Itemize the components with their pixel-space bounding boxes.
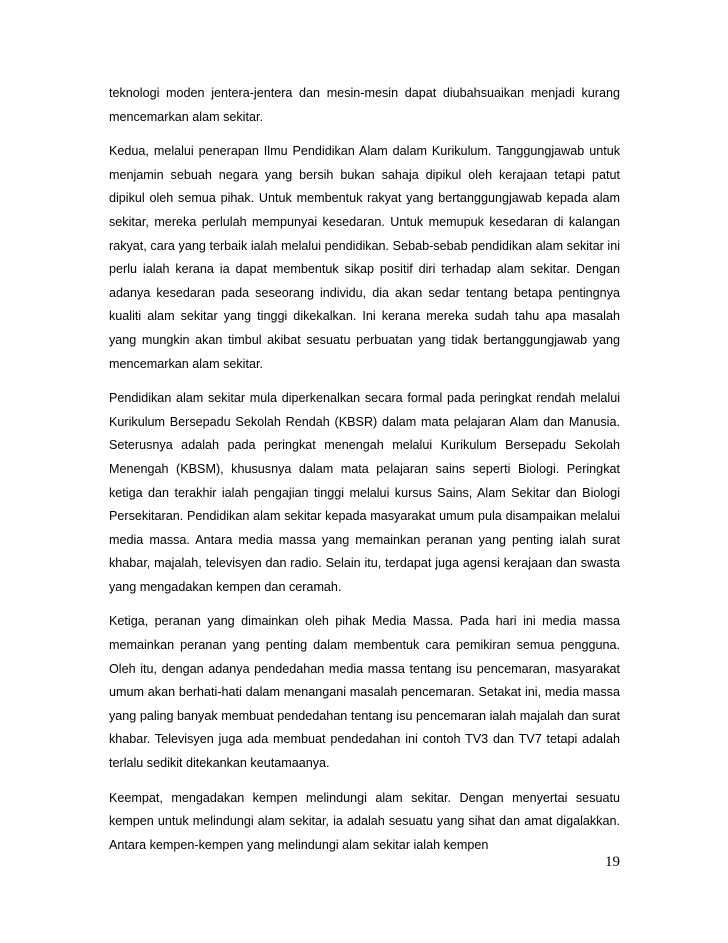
document-body [109, 82, 620, 868]
paragraph-keempat: Keempat, mengadakan kempen melindungi alam sekitar. Dengan menyertai sesuatu kempen untuk melindungi alam sekitar, ia adalah sesuatu yang sihat dan amat digalakkan. Antara kempen-kempen yang melindungi alam sekitar ialah kempen [109, 790, 620, 852]
page-number: 19 [605, 854, 620, 870]
paragraph-kedua: Kedua, melalui penerapan Ilmu Pendidikan Alam dalam Kurikulum. Tanggungjawab untuk menjamin sebuah negara yang bersih bukan sahaja dipikul oleh kerajaan tetapi patut dipikul oleh semua pihak. Untuk membentuk rakyat yang bertanggungjawab kepada alam sekitar, mereka perlulah mempunyai kesedaran. Untuk memupuk kesedaran di kalangan rakyat, cara yang terbaik ialah melalui pendidikan. Sebab-sebab pendidikan alam sekitar ini perlu ialah kerana ia dapat membentuk sikap positif diri terhadap alam sekitar. Dengan adanya kesedaran pada seseorang individu, dia akan sedar tentang betapa pentingnya kualiti alam sekitar yang tinggi dikekalkan. Ini kerana mereka sudah tahu apa masalah yang mungkin akan timbul akibat sesuatu perbuatan yang tidak bertanggungjawab yang mencemarkan alam sekitar. [109, 144, 620, 371]
paragraph-pendidikan: Pendidikan alam sekitar mula diperkenalkan secara formal pada peringkat rendah melalui Kurikulum Bersepadu Sekolah Rendah (KBSR) dalam mata pelajaran Alam dan Manusia. Seterusnya adalah pada peringkat menengah melalui Kurikulum Bersepadu Sekolah Menengah (KBSM), khususnya dalam mata pelajaran sains seperti Biologi. Peringkat ketiga dan terakhir ialah pengajian tinggi melalui kursus Sains, Alam Sekitar dan Biologi Persekitaran. Pendidikan alam sekitar kepada masyarakat umum pula disampaikan melalui media massa. Antara media massa yang memainkan peranan yang penting ialah surat khabar, majalah, televisyen dan radio. Selain itu, terdapat juga agensi kerajaan dan swasta yang mengadakan kempen dan ceramah. [109, 391, 620, 594]
paragraph-ketiga: Ketiga, peranan yang dimainkan oleh pihak Media Massa. Pada hari ini media massa memainkan peranan yang penting dalam membentuk cara pemikiran semua pengguna. Oleh itu, dengan adanya pendedahan media massa tentang isu pencemaran, masyarakat umum akan berhati-hati dalam menangani masalah pencemaran. Setakat ini, media massa yang paling banyak membuat pendedahan tentang isu pencemaran ialah majalah dan surat khabar. Televisyen juga ada membuat pendedahan ini contoh TV3 dan TV7 tetapi adalah terlalu sedikit ditekankan keutamaanya. [109, 614, 620, 771]
paragraph-continuation: teknologi moden jentera-jentera dan mesin-mesin dapat diubahsuaikan menjadi kurang mencemarkan alam sekitar. [109, 86, 620, 124]
